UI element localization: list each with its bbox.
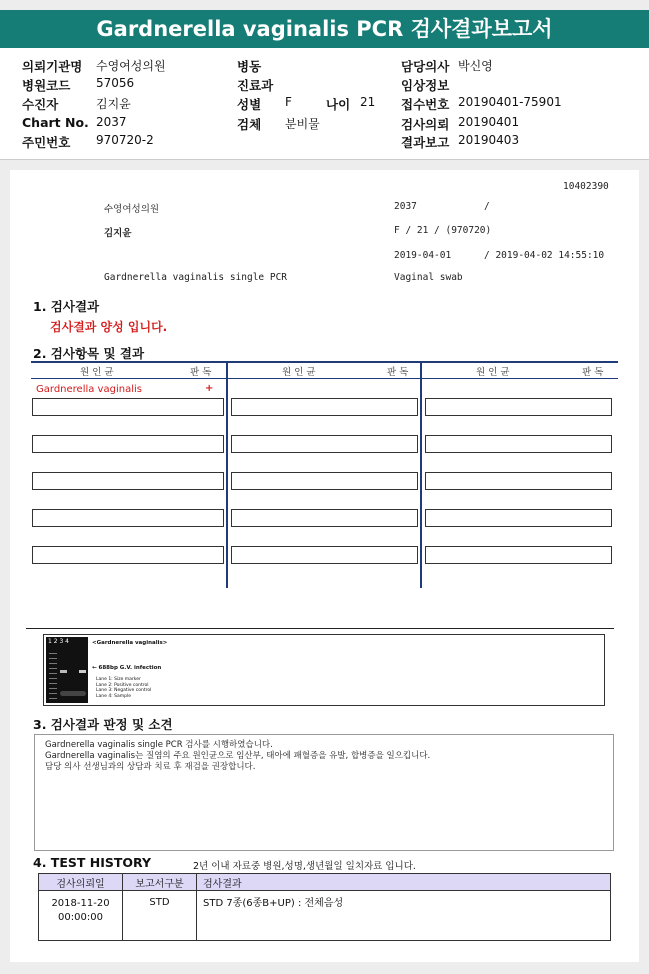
- section4-title: 4. TEST HISTORY: [33, 855, 152, 870]
- print-patient: 김지윤: [104, 228, 132, 239]
- result-cell: [231, 509, 418, 527]
- print-sex-age: F / 21 / (970720): [394, 225, 492, 236]
- col-organism-3: 원 인 균: [476, 367, 510, 378]
- history-col-date: 검사의뢰일: [39, 874, 123, 891]
- result-cell: [231, 472, 418, 490]
- request-date-field: 검사의뢰 20190401: [401, 115, 520, 132]
- specimen-field: 검체 분비물: [237, 117, 320, 132]
- col-organism-1: 원 인 균: [80, 367, 114, 378]
- print-test-name: Gardnerella vaginalis single PCR: [104, 272, 288, 283]
- col-judgement-3: 판 독: [582, 367, 604, 378]
- report-header: [0, 48, 649, 160]
- ward-field: 병동: [237, 59, 262, 74]
- col-organism-2: 원 인 균: [282, 367, 316, 378]
- chart-no-field: Chart No. 2037: [22, 115, 127, 130]
- opinion-line: Gardnerella vaginalis single PCR 검사를 시행하였습니다.: [45, 740, 273, 750]
- result-cell: [32, 472, 224, 490]
- result-cell: [425, 472, 612, 490]
- print-request-date: 2019-04-01: [394, 250, 452, 261]
- print-institution: 수영여성의원: [104, 204, 160, 215]
- result-message: 검사결과 양성 입니다.: [50, 320, 168, 334]
- section2-title: 2. 검사항목 및 결과: [33, 346, 145, 361]
- history-note: 2년 이내 자료중 병원,성명,생년월일 일치자료 입니다.: [193, 861, 416, 872]
- print-report-datetime: / 2019-04-02 14:55:10: [484, 250, 605, 261]
- receipt-no-field: 접수번호 20190401-75901: [401, 95, 562, 112]
- column-divider-2: [420, 363, 422, 588]
- result-cell: [231, 546, 418, 564]
- opinion-box: [34, 734, 614, 851]
- result-cell: [231, 435, 418, 453]
- section1-title: 1. 검사결과: [33, 299, 100, 314]
- result-cell: [32, 546, 224, 564]
- table-row: [39, 891, 611, 941]
- opinion-line: Gardnerella vaginalis는 질염의 주요 원인균으로 임산부, 태아에 패혈증을 유발, 합병증을 일으킵니다.: [45, 751, 431, 761]
- sample-band: [79, 670, 86, 673]
- gel-title: <Gardnerella vaginalis>: [92, 640, 168, 646]
- results-top-rule: [31, 361, 618, 363]
- result-cell: [425, 509, 612, 527]
- history-table: [38, 873, 611, 941]
- history-col-type: 보고서구분: [123, 874, 197, 891]
- result-cell: [32, 398, 224, 416]
- print-specimen: Vaginal swab: [394, 272, 463, 283]
- print-chart: 2037: [394, 201, 417, 212]
- result-judgement: +: [205, 383, 214, 394]
- column-divider-1: [226, 363, 228, 588]
- result-organism: Gardnerella vaginalis: [36, 384, 142, 395]
- col-judgement-2: 판 독: [387, 367, 409, 378]
- result-cell: [231, 398, 418, 416]
- doctor-field: 담당의사 박신영: [401, 59, 493, 74]
- history-result-cell: STD 7종(6종B+UP) : 전체음성: [197, 891, 611, 941]
- result-cell: [425, 435, 612, 453]
- primer-dimer-bands: [60, 691, 86, 696]
- result-cell: [32, 435, 224, 453]
- resident-no-field: 주민번호 970720-2: [22, 133, 154, 150]
- history-type-cell: STD: [123, 891, 197, 941]
- gel-band-label: ← 688bp G.V. infection: [92, 665, 162, 671]
- print-chart-slash: /: [484, 201, 490, 212]
- result-cell: [32, 509, 224, 527]
- gel-image-panel: [43, 634, 605, 706]
- patient-field: 수진자 김지윤: [22, 97, 131, 112]
- positive-band: [60, 670, 67, 673]
- sex-field: 성별 F: [237, 95, 292, 112]
- institution-field: 의뢰기관명 수영여성의원: [22, 59, 166, 74]
- gel-photo: [46, 637, 88, 703]
- divider-rule: [26, 628, 614, 629]
- hospital-code-field: 병원코드 57056: [22, 76, 135, 93]
- clinical-info-field: 임상정보: [401, 78, 450, 93]
- gel-legend: Lane 1: Size marker Lane 2: Positive control Lane 3: Negative control Lane 4: Sample: [96, 677, 152, 699]
- section3-title: 3. 검사결과 판정 및 소견: [33, 717, 173, 732]
- opinion-line: 담당 의사 선생님과의 상담과 치료 후 재검을 권장합니다.: [45, 762, 256, 772]
- results-header-rule: [31, 378, 618, 379]
- age-field: 나이 21: [326, 95, 376, 112]
- history-col-result: 검사결과: [197, 874, 611, 891]
- dept-field: 진료과: [237, 78, 274, 93]
- result-cell: [425, 398, 612, 416]
- gel-lane-numbers: 1 2 3 4: [48, 638, 69, 645]
- size-marker-ladder: [49, 649, 57, 699]
- col-judgement-1: 판 독: [190, 367, 212, 378]
- history-date-cell: 2018-11-20 00:00:00: [39, 891, 123, 941]
- report-date-field: 결과보고 20190403: [401, 133, 520, 150]
- result-cell: [425, 546, 612, 564]
- report-title: Gardnerella vaginalis PCR 검사결과보고서: [0, 10, 649, 48]
- report-id: 10402390: [563, 181, 609, 192]
- history-header-row: [39, 874, 611, 891]
